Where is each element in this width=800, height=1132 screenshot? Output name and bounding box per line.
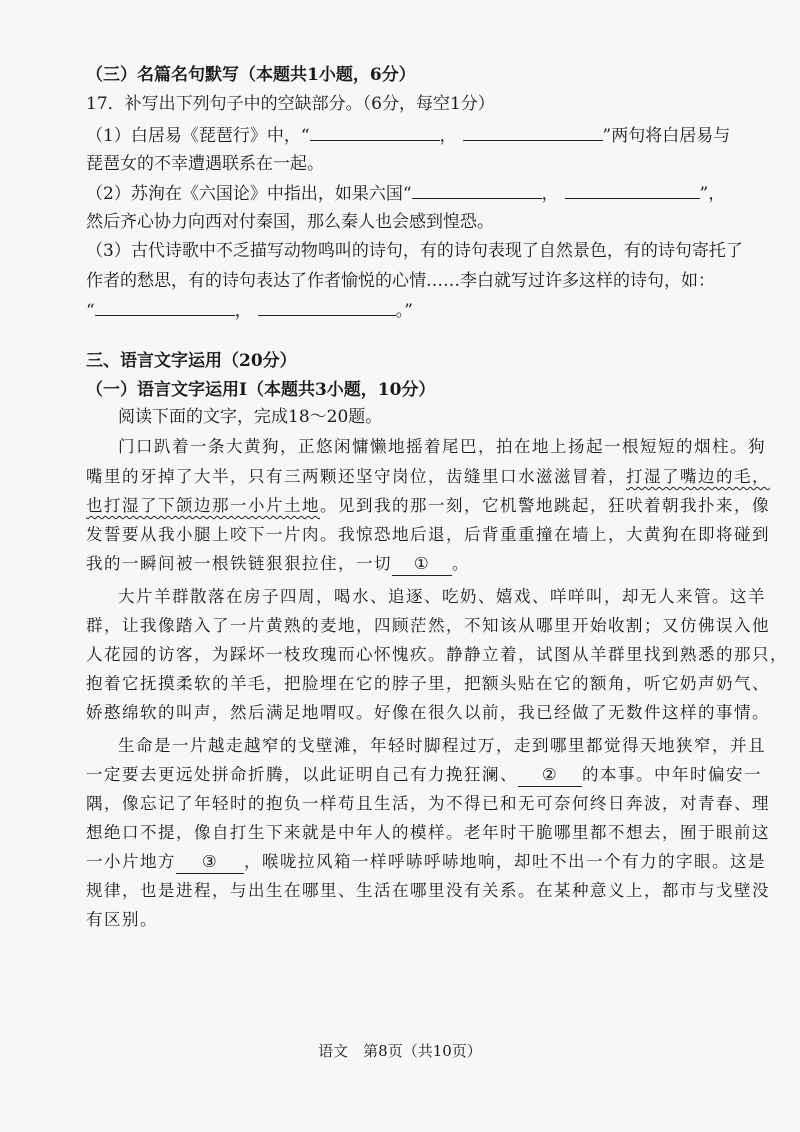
- passage-p1-line-3: [86, 495, 770, 517]
- page-footer: 语文 第8页（共10页）: [318, 1042, 482, 1060]
- passage-p2-line-5: 娇憨绵软的叫声，然后满足地喟叹。好像在很久以前，我已经做了无数件这样的事情。: [86, 703, 770, 722]
- passage-p1-line-4: 发誓要从我小腿上咬下一片肉。我惊恐地后退，后背重重撞在墙上，大黄狗在即将碰到: [86, 525, 770, 544]
- p1-line-5-text: 我的一瞬间被一根铁链狠狠拉住，一切: [86, 554, 392, 573]
- section-heading-language-use: 三、语言文字运用（20分）: [86, 351, 297, 371]
- question-17-1-continued: 琵琶女的不幸遭遇联系在一起。: [86, 154, 324, 174]
- section-heading-famous-lines: （三）名篇名句默写（本题共1小题，6分）: [86, 65, 416, 85]
- passage-p1-line-1: 门口趴着一条大黄狗，正悠闲慵懒地摇着尾巴，拍在地上扬起一根短短的烟柱。狗: [118, 437, 766, 456]
- q17-1-comma: ，: [439, 126, 457, 146]
- passage-p2-line-4: 抱着它抚摸柔软的羊毛，把脸埋在它的脖子里，把额头贴在它的额角，听它奶声奶气、: [86, 674, 770, 693]
- sub-heading-language-use-1: （一）语言文字运用Ⅰ（本题共3小题，10分）: [86, 380, 436, 400]
- passage-p1-line-2: [86, 466, 770, 488]
- p3-line-5-text: 一小片地方: [86, 852, 176, 871]
- p3-line-2-end: 的本事。中年时偏安一: [582, 765, 762, 784]
- p3-line-5-end: ，喉咙拉风箱一样呼哧呼哧地响，却吐不出一个有力的字眼。这是: [244, 852, 766, 871]
- passage-p3-line-3: 隅，像忘记了年轻时的抱负一样苟且生活，为不得已和无可奈何终日奔波，对青春、理: [86, 794, 770, 813]
- reading-instruction: 阅读下面的文字，完成18～20题。: [118, 407, 383, 427]
- question-17-3-answers: [86, 299, 413, 322]
- passage-p2-line-2: 群，让我像踏入了一片黄熟的麦地，四顾茫然，不知该从哪里开始收割；又仿佛误入他: [86, 616, 770, 635]
- question-17-2-continued: 然后齐心协力向西对付秦国，那么秦人也会感到惶恐。: [86, 212, 494, 232]
- p1-line-5-end: 。: [452, 554, 470, 573]
- passage-p2-line-1: 大片羊群散落在房子四周，喝水、追逐、吃奶、嬉戏、咩咩叫，却无人来管。这羊: [118, 587, 766, 606]
- q17-2-blank-1[interactable]: [412, 182, 542, 199]
- q17-2-blank-2[interactable]: [565, 182, 700, 199]
- blank-marker-1[interactable]: ①: [392, 553, 452, 576]
- passage-p3-line-6: 规律，也是进程，与出生在哪里、生活在哪里没有关系。在某种意义上，都市与戈壁没: [86, 881, 770, 900]
- q17-3-blank-2[interactable]: [258, 299, 396, 316]
- p1-wavy-underlined-phrase-a: 打湿了嘴边的毛，: [626, 467, 770, 486]
- blank-marker-2[interactable]: ②: [518, 764, 582, 787]
- question-17-1: [86, 124, 730, 147]
- passage-p3-line-1: 生命是一片越走越窄的戈壁滩，年轻时脚程过万，走到哪里都觉得天地狭窄，并且: [118, 736, 766, 755]
- passage-p1-line-5: [86, 553, 470, 576]
- q17-1-prefix: （1）白居易《琵琶行》中，“: [86, 126, 310, 146]
- question-17-2: [86, 182, 725, 205]
- q17-1-blank-2[interactable]: [463, 124, 603, 141]
- passage-p2-line-3: 人花园的访客，为踩坏一枝玫瑰而心怀愧疚。静静立着，试图从羊群里找到熟悉的那只，: [86, 645, 788, 664]
- passage-p3-line-2: [86, 764, 762, 787]
- q17-2-comma: ，: [541, 184, 559, 204]
- q17-2-prefix: （2）苏洵在《六国论》中指出，如果六国“: [86, 184, 412, 204]
- p3-line-2-text: 一定要去更远处拼命折腾，以此证明自己有力挽狂澜、: [86, 765, 518, 784]
- q17-3-blank-1[interactable]: [95, 299, 235, 316]
- p1-line-3-text: 。见到我的那一刻，它机警地跳起，狂吠着朝我扑来，像: [320, 496, 770, 515]
- blank-marker-3[interactable]: ③: [176, 851, 244, 874]
- q17-3-close-quote: 。”: [395, 301, 413, 321]
- q17-1-suffix: ”两句将白居易与: [602, 126, 731, 146]
- question-17-3-line-2: 作者的愁思，有的诗句表达了作者愉悦的心情……李白就写过许多这样的诗句，如：: [86, 271, 715, 291]
- q17-3-comma: ，: [234, 301, 252, 321]
- p1-wavy-underlined-phrase-b: 也打湿了下颌边那一小片土地: [86, 496, 320, 515]
- question-17-3-line-1: （3）古代诗歌中不乏描写动物鸣叫的诗句，有的诗句表现了自然景色，有的诗句寄托了: [86, 241, 743, 261]
- question-17-stem: 17．补写出下列句子中的空缺部分。（6分，每空1分）: [86, 94, 495, 114]
- passage-p3-line-5: [86, 851, 766, 874]
- q17-2-suffix: ”，: [699, 184, 726, 204]
- q17-1-blank-1[interactable]: [310, 124, 440, 141]
- p1-line-2-text: 嘴里的牙掉了大半，只有三两颗还坚守岗位，齿缝里口水滋滋冒着，: [86, 467, 626, 486]
- q17-3-open-quote: “: [86, 301, 95, 321]
- passage-p3-line-4: 想绝口不提，像自打生下来就是中年人的模样。老年时干脆哪里都不想去，囿于眼前这: [86, 823, 770, 842]
- passage-p3-line-7: 有区别。: [86, 910, 158, 929]
